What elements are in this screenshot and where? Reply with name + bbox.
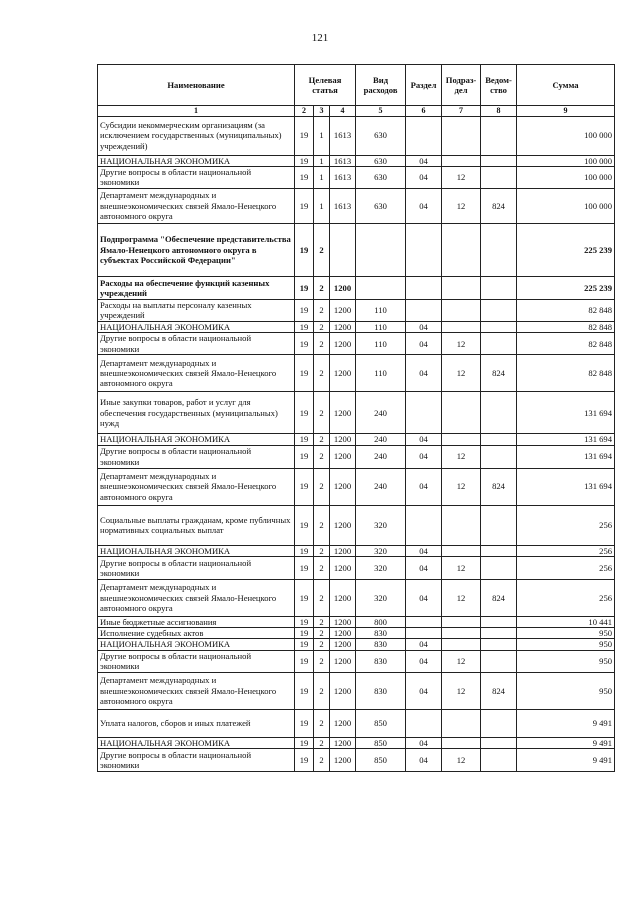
row-direction-code: 1613 — [330, 116, 356, 155]
row-subsection — [442, 505, 481, 545]
row-section: 04 — [406, 545, 442, 556]
row-direction-code: 1200 — [330, 355, 356, 392]
row-name: Другие вопросы в области национальной экономики — [98, 749, 295, 772]
row-section — [406, 505, 442, 545]
row-subprogram-code: 2 — [314, 709, 330, 737]
row-subsection: 12 — [442, 445, 481, 468]
row-section: 04 — [406, 468, 442, 505]
row-subprogram-code: 2 — [314, 650, 330, 672]
row-direction-code: 1200 — [330, 616, 356, 627]
table-row — [98, 650, 615, 672]
row-section: 04 — [406, 749, 442, 772]
row-expense-type: 240 — [356, 434, 406, 445]
row-expense-type: 830 — [356, 650, 406, 672]
row-sum: 950 — [517, 639, 615, 650]
table-row — [98, 276, 615, 299]
table-row — [98, 468, 615, 505]
row-name: Исполнение судебных актов — [98, 628, 295, 639]
row-subprogram-code: 2 — [314, 628, 330, 639]
row-department: 824 — [481, 468, 517, 505]
row-expense-type: 630 — [356, 155, 406, 166]
row-direction-code: 1200 — [330, 392, 356, 434]
column-number: 5 — [356, 106, 406, 117]
row-name: Другие вопросы в области национальной экономики — [98, 333, 295, 355]
row-direction-code: 1200 — [330, 709, 356, 737]
column-number: 7 — [442, 106, 481, 117]
row-program-code: 19 — [295, 650, 314, 672]
row-expense-type: 630 — [356, 116, 406, 155]
row-sum: 100 000 — [517, 116, 615, 155]
column-number: 3 — [314, 106, 330, 117]
row-sum: 225 239 — [517, 223, 615, 276]
row-direction-code: 1200 — [330, 445, 356, 468]
row-program-code: 19 — [295, 468, 314, 505]
row-subsection — [442, 276, 481, 299]
row-expense-type: 830 — [356, 628, 406, 639]
table-row — [98, 321, 615, 332]
row-sum: 100 000 — [517, 188, 615, 223]
row-name: Подпрограмма "Обеспечение представительства Ямало-Ненецкого автономного округа в субъектах Российской Федерации" — [98, 223, 295, 276]
row-section: 04 — [406, 556, 442, 579]
table-row — [98, 709, 615, 737]
row-name: НАЦИОНАЛЬНАЯ ЭКОНОМИКА — [98, 545, 295, 556]
row-sum: 9 491 — [517, 737, 615, 748]
row-expense-type: 630 — [356, 166, 406, 188]
row-direction-code: 1200 — [330, 545, 356, 556]
table-row — [98, 355, 615, 392]
row-section — [406, 223, 442, 276]
table-row — [98, 223, 615, 276]
row-sum: 256 — [517, 579, 615, 616]
row-department — [481, 333, 517, 355]
row-subprogram-code: 2 — [314, 445, 330, 468]
row-expense-type: 240 — [356, 468, 406, 505]
row-direction-code: 1200 — [330, 556, 356, 579]
row-section — [406, 628, 442, 639]
row-section — [406, 299, 442, 321]
row-department: 824 — [481, 579, 517, 616]
row-section: 04 — [406, 166, 442, 188]
row-name: НАЦИОНАЛЬНАЯ ЭКОНОМИКА — [98, 434, 295, 445]
row-sum: 950 — [517, 650, 615, 672]
row-direction-code: 1200 — [330, 737, 356, 748]
row-expense-type: 320 — [356, 545, 406, 556]
row-expense-type: 830 — [356, 672, 406, 709]
row-section — [406, 276, 442, 299]
row-department — [481, 616, 517, 627]
row-department: 824 — [481, 355, 517, 392]
row-sum: 82 848 — [517, 355, 615, 392]
row-sum: 256 — [517, 545, 615, 556]
row-program-code: 19 — [295, 628, 314, 639]
table-row — [98, 616, 615, 627]
row-direction-code: 1200 — [330, 672, 356, 709]
row-program-code: 19 — [295, 223, 314, 276]
table-row — [98, 556, 615, 579]
header-target-article: Целевая статья — [295, 65, 356, 106]
row-subprogram-code: 2 — [314, 355, 330, 392]
table-row — [98, 434, 615, 445]
row-subprogram-code: 2 — [314, 276, 330, 299]
table-row — [98, 579, 615, 616]
row-section: 04 — [406, 639, 442, 650]
row-sum: 9 491 — [517, 709, 615, 737]
row-name: Департамент международных и внешнеэкономических связей Ямало-Ненецкого автономного округа — [98, 188, 295, 223]
row-name: Другие вопросы в области национальной экономики — [98, 166, 295, 188]
table-row — [98, 299, 615, 321]
row-department: 824 — [481, 188, 517, 223]
row-subprogram-code: 2 — [314, 672, 330, 709]
row-department — [481, 116, 517, 155]
row-subsection — [442, 737, 481, 748]
row-subsection — [442, 321, 481, 332]
row-subsection — [442, 639, 481, 650]
row-sum: 131 694 — [517, 392, 615, 434]
row-subprogram-code: 2 — [314, 321, 330, 332]
row-name: Иные закупки товаров, работ и услуг для обеспечения государственных (муниципальных) нужд — [98, 392, 295, 434]
row-department — [481, 556, 517, 579]
row-subsection — [442, 434, 481, 445]
row-expense-type: 830 — [356, 639, 406, 650]
row-subsection — [442, 616, 481, 627]
column-number: 4 — [330, 106, 356, 117]
header-section: Раздел — [406, 65, 442, 106]
row-program-code: 19 — [295, 505, 314, 545]
row-direction-code: 1613 — [330, 188, 356, 223]
row-subprogram-code: 2 — [314, 639, 330, 650]
row-sum: 950 — [517, 672, 615, 709]
row-subsection: 12 — [442, 749, 481, 772]
table-row — [98, 628, 615, 639]
row-department — [481, 709, 517, 737]
row-department — [481, 321, 517, 332]
table-row — [98, 445, 615, 468]
table-row — [98, 116, 615, 155]
table-row — [98, 749, 615, 772]
page-number: 121 — [311, 32, 329, 44]
row-name: Расходы на обеспечение функций казенных учреждений — [98, 276, 295, 299]
row-direction-code: 1200 — [330, 434, 356, 445]
row-subprogram-code: 2 — [314, 737, 330, 748]
row-subsection: 12 — [442, 166, 481, 188]
row-department — [481, 628, 517, 639]
row-program-code: 19 — [295, 333, 314, 355]
row-subsection — [442, 628, 481, 639]
row-expense-type: 320 — [356, 579, 406, 616]
row-program-code: 19 — [295, 299, 314, 321]
row-department — [481, 545, 517, 556]
row-name: НАЦИОНАЛЬНАЯ ЭКОНОМИКА — [98, 321, 295, 332]
row-section — [406, 709, 442, 737]
row-sum: 9 491 — [517, 749, 615, 772]
row-direction-code — [330, 223, 356, 276]
row-direction-code: 1200 — [330, 639, 356, 650]
row-subsection: 12 — [442, 355, 481, 392]
row-program-code: 19 — [295, 445, 314, 468]
row-expense-type: 320 — [356, 505, 406, 545]
row-department — [481, 276, 517, 299]
row-direction-code: 1200 — [330, 468, 356, 505]
row-department — [481, 155, 517, 166]
row-program-code: 19 — [295, 155, 314, 166]
row-subprogram-code: 1 — [314, 188, 330, 223]
row-subsection: 12 — [442, 672, 481, 709]
row-program-code: 19 — [295, 392, 314, 434]
row-name: Другие вопросы в области национальной экономики — [98, 650, 295, 672]
row-direction-code: 1200 — [330, 505, 356, 545]
table-row — [98, 333, 615, 355]
row-program-code: 19 — [295, 355, 314, 392]
row-name: Департамент международных и внешнеэкономических связей Ямало-Ненецкого автономного округа — [98, 355, 295, 392]
row-sum: 950 — [517, 628, 615, 639]
header-name: Наименование — [98, 65, 295, 106]
row-direction-code: 1200 — [330, 276, 356, 299]
row-name: НАЦИОНАЛЬНАЯ ЭКОНОМИКА — [98, 737, 295, 748]
row-subprogram-code: 2 — [314, 505, 330, 545]
row-department — [481, 737, 517, 748]
row-subsection — [442, 545, 481, 556]
row-subprogram-code: 2 — [314, 579, 330, 616]
row-expense-type: 240 — [356, 445, 406, 468]
column-number: 2 — [295, 106, 314, 117]
header-expense-type: Вид расходов — [356, 65, 406, 106]
row-program-code: 19 — [295, 166, 314, 188]
row-program-code: 19 — [295, 545, 314, 556]
row-sum: 131 694 — [517, 434, 615, 445]
row-name: Департамент международных и внешнеэкономических связей Ямало-Ненецкого автономного округа — [98, 468, 295, 505]
row-section: 04 — [406, 579, 442, 616]
table-row — [98, 737, 615, 748]
row-name: НАЦИОНАЛЬНАЯ ЭКОНОМИКА — [98, 155, 295, 166]
row-program-code: 19 — [295, 321, 314, 332]
row-subprogram-code: 2 — [314, 556, 330, 579]
row-subsection — [442, 709, 481, 737]
row-section: 04 — [406, 650, 442, 672]
row-direction-code: 1613 — [330, 155, 356, 166]
row-program-code: 19 — [295, 737, 314, 748]
row-department — [481, 445, 517, 468]
row-expense-type: 630 — [356, 188, 406, 223]
row-sum: 225 239 — [517, 276, 615, 299]
row-department — [481, 639, 517, 650]
row-section: 04 — [406, 355, 442, 392]
row-subprogram-code: 1 — [314, 155, 330, 166]
row-sum: 100 000 — [517, 166, 615, 188]
row-name: Уплата налогов, сборов и иных платежей — [98, 709, 295, 737]
row-program-code: 19 — [295, 709, 314, 737]
row-subsection: 12 — [442, 333, 481, 355]
row-direction-code: 1200 — [330, 579, 356, 616]
table-row — [98, 155, 615, 166]
row-department: 824 — [481, 672, 517, 709]
row-subprogram-code: 2 — [314, 434, 330, 445]
row-subprogram-code: 2 — [314, 223, 330, 276]
row-department — [481, 749, 517, 772]
row-subprogram-code: 2 — [314, 299, 330, 321]
row-expense-type: 850 — [356, 749, 406, 772]
table-row — [98, 545, 615, 556]
row-section: 04 — [406, 188, 442, 223]
row-name: Социальные выплаты гражданам, кроме публичных нормативных социальных выплат — [98, 505, 295, 545]
row-sum: 131 694 — [517, 445, 615, 468]
row-program-code: 19 — [295, 579, 314, 616]
row-name: НАЦИОНАЛЬНАЯ ЭКОНОМИКА — [98, 639, 295, 650]
row-section: 04 — [406, 155, 442, 166]
row-direction-code: 1613 — [330, 166, 356, 188]
row-section: 04 — [406, 434, 442, 445]
table-row — [98, 505, 615, 545]
row-department — [481, 392, 517, 434]
row-sum: 82 848 — [517, 299, 615, 321]
row-subprogram-code: 2 — [314, 468, 330, 505]
row-expense-type: 850 — [356, 709, 406, 737]
row-name: Расходы на выплаты персоналу казенных учреждений — [98, 299, 295, 321]
row-direction-code: 1200 — [330, 650, 356, 672]
row-department — [481, 166, 517, 188]
header-subsection: Подраз-дел — [442, 65, 481, 106]
row-subsection — [442, 299, 481, 321]
row-direction-code: 1200 — [330, 628, 356, 639]
row-sum: 256 — [517, 556, 615, 579]
row-program-code: 19 — [295, 556, 314, 579]
row-direction-code: 1200 — [330, 321, 356, 332]
row-subsection — [442, 155, 481, 166]
row-program-code: 19 — [295, 434, 314, 445]
row-subsection — [442, 223, 481, 276]
row-direction-code: 1200 — [330, 333, 356, 355]
row-department — [481, 650, 517, 672]
row-subprogram-code: 2 — [314, 749, 330, 772]
row-sum: 131 694 — [517, 468, 615, 505]
row-department — [481, 505, 517, 545]
row-subsection: 12 — [442, 556, 481, 579]
column-number: 6 — [406, 106, 442, 117]
row-program-code: 19 — [295, 616, 314, 627]
row-section — [406, 392, 442, 434]
row-program-code: 19 — [295, 116, 314, 155]
row-sum: 256 — [517, 505, 615, 545]
column-number: 9 — [517, 106, 615, 117]
row-name: Другие вопросы в области национальной экономики — [98, 445, 295, 468]
row-sum: 10 441 — [517, 616, 615, 627]
row-sum: 100 000 — [517, 155, 615, 166]
header-sum: Сумма — [517, 65, 615, 106]
table-row — [98, 639, 615, 650]
row-expense-type: 110 — [356, 321, 406, 332]
row-expense-type — [356, 223, 406, 276]
row-sum: 82 848 — [517, 333, 615, 355]
row-expense-type: 110 — [356, 333, 406, 355]
row-section — [406, 116, 442, 155]
row-section: 04 — [406, 672, 442, 709]
table-header — [98, 65, 615, 106]
row-subsection: 12 — [442, 650, 481, 672]
column-numbers-row — [98, 106, 615, 117]
column-number: 8 — [481, 106, 517, 117]
row-expense-type — [356, 276, 406, 299]
row-expense-type: 850 — [356, 737, 406, 748]
row-program-code: 19 — [295, 672, 314, 709]
row-program-code: 19 — [295, 639, 314, 650]
row-name: Департамент международных и внешнеэкономических связей Ямало-Ненецкого автономного округа — [98, 579, 295, 616]
row-section: 04 — [406, 445, 442, 468]
row-subprogram-code: 1 — [314, 166, 330, 188]
row-department — [481, 223, 517, 276]
row-program-code: 19 — [295, 749, 314, 772]
table-row — [98, 166, 615, 188]
row-expense-type: 320 — [356, 556, 406, 579]
row-section — [406, 616, 442, 627]
row-department — [481, 299, 517, 321]
row-section: 04 — [406, 333, 442, 355]
table-row — [98, 392, 615, 434]
row-subprogram-code: 2 — [314, 333, 330, 355]
row-subprogram-code: 2 — [314, 392, 330, 434]
row-sum: 82 848 — [517, 321, 615, 332]
row-program-code: 19 — [295, 188, 314, 223]
column-number: 1 — [98, 106, 295, 117]
row-name: Субсидии некоммерческим организациям (за исключением государственных (муниципальных) учреждений) — [98, 116, 295, 155]
row-subsection — [442, 116, 481, 155]
row-department — [481, 434, 517, 445]
table-body — [98, 106, 615, 772]
table-row — [98, 672, 615, 709]
row-direction-code: 1200 — [330, 299, 356, 321]
row-expense-type: 110 — [356, 355, 406, 392]
row-name: Иные бюджетные ассигнования — [98, 616, 295, 627]
row-name: Другие вопросы в области национальной экономики — [98, 556, 295, 579]
table-row — [98, 188, 615, 223]
row-subsection: 12 — [442, 188, 481, 223]
header-department: Ведом-ство — [481, 65, 517, 106]
row-direction-code: 1200 — [330, 749, 356, 772]
row-section: 04 — [406, 321, 442, 332]
row-subsection: 12 — [442, 579, 481, 616]
budget-table — [97, 64, 615, 772]
row-expense-type: 240 — [356, 392, 406, 434]
row-subprogram-code: 2 — [314, 616, 330, 627]
row-subsection: 12 — [442, 468, 481, 505]
row-name: Департамент международных и внешнеэкономических связей Ямало-Ненецкого автономного округа — [98, 672, 295, 709]
row-program-code: 19 — [295, 276, 314, 299]
row-subprogram-code: 2 — [314, 545, 330, 556]
row-subprogram-code: 1 — [314, 116, 330, 155]
row-subsection — [442, 392, 481, 434]
row-expense-type: 800 — [356, 616, 406, 627]
row-section: 04 — [406, 737, 442, 748]
row-expense-type: 110 — [356, 299, 406, 321]
